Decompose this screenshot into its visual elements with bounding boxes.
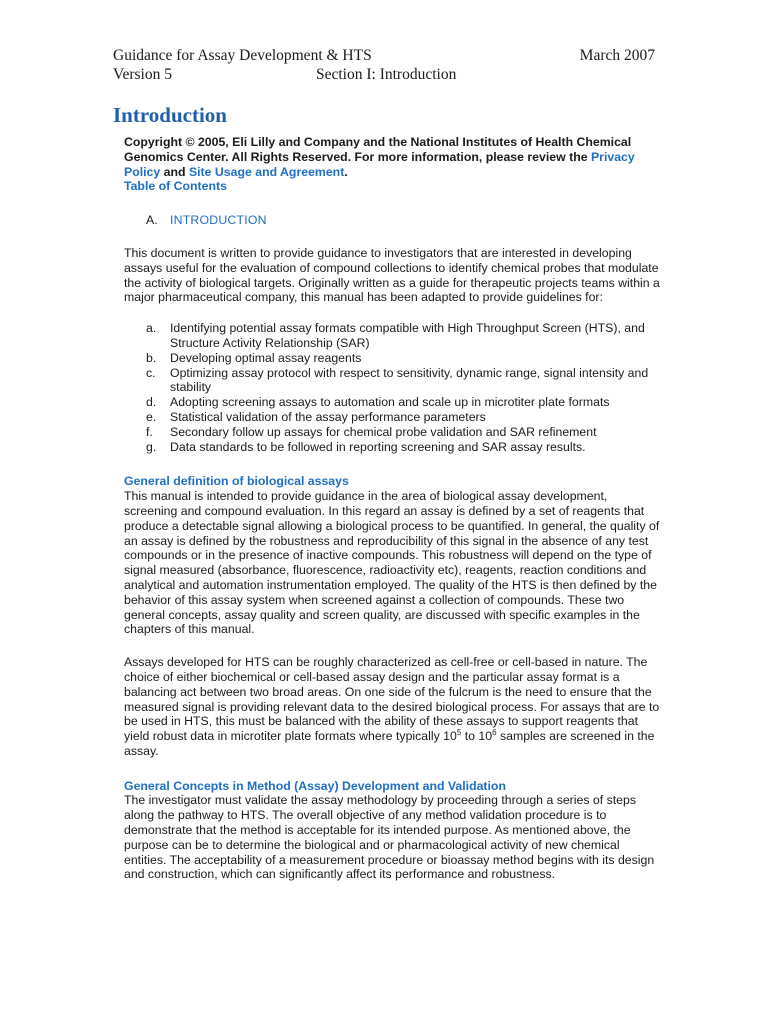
header-section: Section I: Introduction [316, 66, 457, 83]
header-date: March 2007 [579, 47, 655, 64]
section-a-heading [146, 213, 660, 228]
list-item-text: Statistical validation of the assay performance parameters [170, 409, 486, 424]
page-title: Introduction [113, 103, 227, 127]
site-usage-link[interactable]: Site Usage and Agreement [188, 164, 345, 179]
superscript: 5 [456, 728, 462, 737]
superscript: 6 [492, 728, 497, 737]
list-item-letter: b. [146, 350, 157, 365]
general-definition-paragraph-1: This manual is intended to provide guidance in the area of biological assay development, screening and compound evaluation. In this regard an assay is defined by a set of reagents that produce a detectable signal allowing a biological process to be quantified. In general, the quality of an assay is defined by the robustness and reproducibility of this signal in the absence of any test compounds or in the presence of inactive compounds. This robustness will depend on the type of signal measured (absorbance, fluorescence, radioactivity etc), reagents, reaction conditions and analytical and automation instrumentation employed. The quality of the HTS is then defined by the behavior of this assay system when screened against a collection of compounds. These two general concepts, assay quality and screen quality, are discussed with specific examples in the chapters of this manual. [124, 489, 660, 637]
general-concepts-paragraph: The investigator must validate the assay methodology by proceeding through a series of steps along the pathway to HTS. The overall objective of any method validation procedure is to demonstrate that the method is acceptable for its intended purpose. As mentioned above, the purpose can be to determine the biological and or pharmacological activity of new chemical entities. The acceptability of a measurement procedure or bioassay method begins with its design and construction, which can significantly affect its performance and robustness. [124, 793, 655, 882]
copyright-end: . [344, 164, 348, 179]
intro-paragraph: This document is written to provide guidance to investigators that are interested in developing assays useful for the evaluation of compound collections to identify chemical probes that modulate the activity of biological targets. Originally written as a guide for therapeutic projects teams within a major pharmaceutical company, this manual has been adapted to provide guidelines for: [124, 245, 660, 305]
list-item-letter: e. [146, 409, 157, 424]
list-item-letter: d. [146, 395, 157, 410]
list-item-text: Identifying potential assay formats compatible with High Throughput Screen (HTS), and Structure Activity Relationship (SAR) [170, 321, 645, 350]
main-content [124, 135, 660, 882]
list-item-text: Secondary follow up assays for chemical probe validation and SAR refinement [170, 424, 597, 439]
header-version: Version 5 [113, 66, 172, 83]
copyright-notice [124, 135, 660, 179]
list-item-text: Developing optimal assay reagents [170, 350, 362, 365]
general-definition-heading: General definition of biological assays [124, 474, 349, 489]
list-item-text: Optimizing assay protocol with respect to sensitivity, dynamic range, signal intensity and stability [170, 365, 649, 395]
list-item [124, 410, 660, 425]
table-of-contents-link[interactable]: Table of Contents [124, 179, 227, 194]
paragraph-text: samples are screened in the assay. [124, 729, 655, 758]
list-item-letter: f. [146, 424, 153, 439]
list-item-letter: c. [146, 365, 156, 380]
section-a-letter: A. [146, 213, 158, 228]
paragraph-text: Assays developed for HTS can be roughly characterized as cell-free or cell-based in nature. The choice of either biochemical or cell-based assay design and the particular assay format is a balancing act between two broad areas. On one side of the fulcrum is the need to ensure that the measured signal is providing relevant data to the desired biological process. For assays that are to be used in HTS, this must be balanced with the ability of these assays to support reagents that yield robust data in microtiter plate formats where typically 10 [124, 655, 660, 744]
paragraph-text: to 10 [461, 729, 493, 744]
general-definition-paragraph-2 [124, 655, 660, 759]
list-item [124, 395, 660, 410]
privacy-policy-link[interactable]: Privacy Policy [124, 149, 635, 179]
header-document-title: Guidance for Assay Development & HTS [113, 47, 372, 64]
section-a-link[interactable]: INTRODUCTION [170, 213, 267, 228]
list-item [124, 321, 660, 351]
list-item [124, 366, 660, 396]
list-item [124, 425, 660, 440]
copyright-and: and [160, 164, 189, 179]
list-item-text: Adopting screening assays to automation and scale up in microtiter plate formats [170, 395, 610, 410]
list-item [124, 351, 660, 366]
list-item-text: Data standards to be followed in reporting screening and SAR assay results. [170, 439, 586, 454]
list-item [124, 440, 660, 455]
general-concepts-heading: General Concepts in Method (Assay) Development and Validation [124, 778, 506, 793]
copyright-text: Copyright © 2005, Eli Lilly and Company and the National Institutes of Health Chemical Genomics Center. All Rights Reserved. For more information, please review the [124, 135, 632, 164]
goals-list [124, 321, 660, 454]
list-item-letter: g. [146, 439, 157, 454]
list-item-letter: a. [146, 321, 157, 336]
